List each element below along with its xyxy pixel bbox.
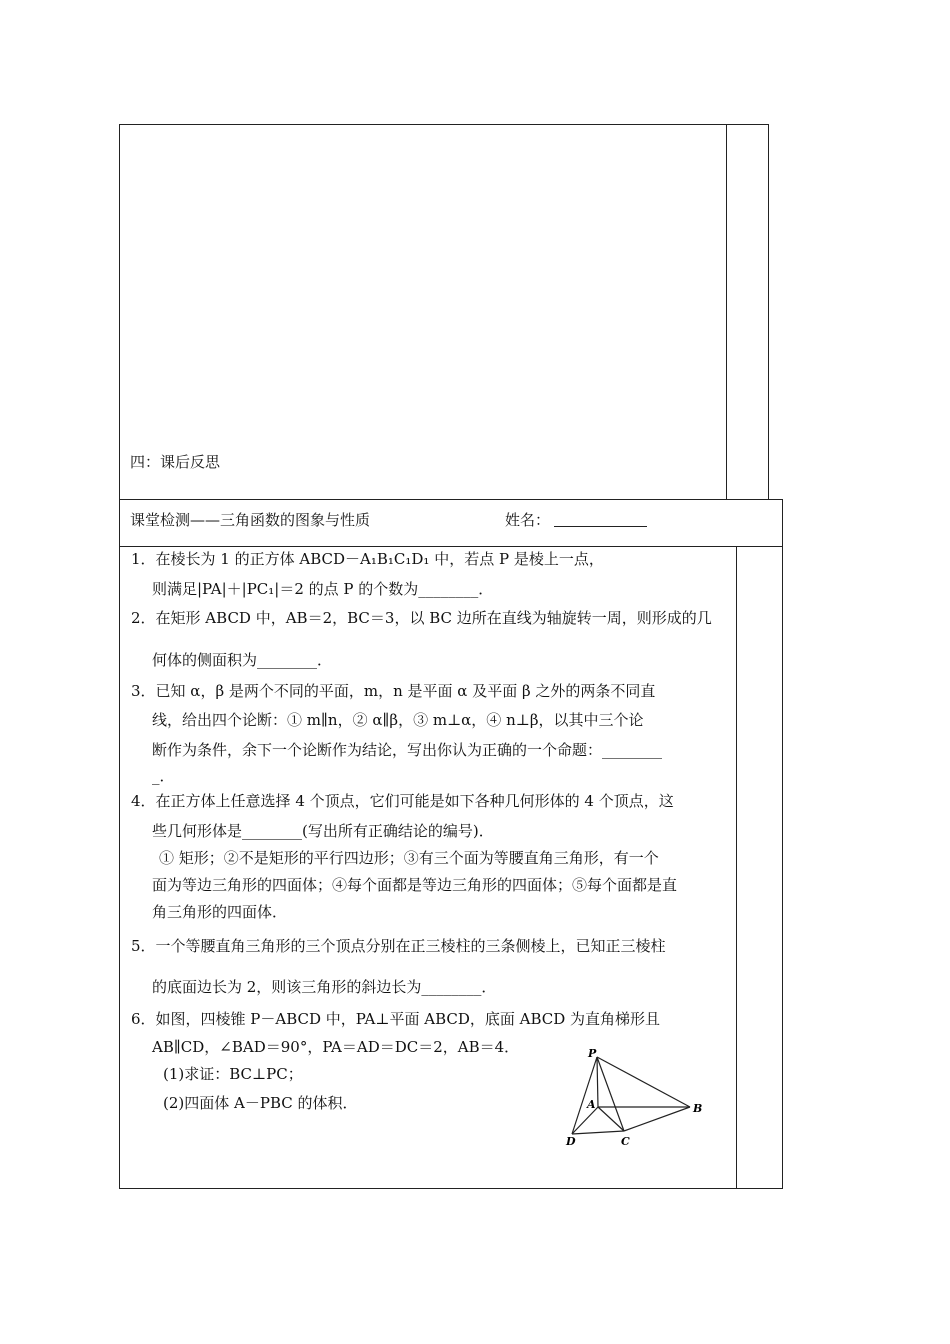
q4-line2: 些几何形体是________(写出所有正确结论的编号)． bbox=[152, 822, 494, 840]
top-table bbox=[119, 124, 769, 500]
q6-line2: AB∥CD，∠BAD＝90°，PA＝AD＝DC＝2，AB＝4． bbox=[152, 1038, 520, 1056]
label-P: P bbox=[588, 1047, 597, 1060]
q6-line1: 6．如图，四棱锥 P－ABCD 中，PA⊥平面 ABCD，底面 ABCD 为直角梯形且 bbox=[131, 1010, 661, 1028]
label-D: D bbox=[566, 1135, 576, 1148]
q3-line4: _． bbox=[152, 767, 175, 785]
quiz-title: 课堂检测——三角函数的图象与性质 bbox=[130, 511, 371, 529]
quiz-header-divider bbox=[119, 546, 783, 547]
q5-line2: 的底面边长为 2，则该三角形的斜边长为________． bbox=[152, 978, 497, 996]
top-table-divider bbox=[726, 124, 727, 500]
q3-line2: 线，给出四个论断：① m∥n，② α∥β，③ m⊥α，④ n⊥β，以其中三个论 bbox=[152, 711, 644, 729]
quiz-side-divider bbox=[736, 546, 737, 1189]
section-heading: 四：课后反思 bbox=[130, 453, 221, 471]
q1-line1: 1．在棱长为 1 的正方体 ABCD－A₁B₁C₁D₁ 中，若点 P 是棱上一点， bbox=[131, 550, 604, 568]
label-C: C bbox=[621, 1135, 630, 1148]
name-field[interactable] bbox=[554, 526, 647, 527]
q6-line3: (1)求证：BC⊥PC； bbox=[163, 1065, 303, 1083]
name-label: 姓名： bbox=[505, 511, 551, 529]
q2-line2: 何体的侧面积为________． bbox=[152, 651, 333, 669]
q4-line1: 4．在正方体上任意选择 4 个顶点，它们可能是如下各种几何形体的 4 个顶点，这 bbox=[131, 792, 674, 810]
q1-line2: 则满足|PA|＋|PC₁|＝2 的点 P 的个数为________． bbox=[152, 580, 494, 598]
label-A: A bbox=[587, 1098, 596, 1111]
label-B: B bbox=[693, 1102, 703, 1115]
q5-line1: 5．一个等腰直角三角形的三个顶点分别在正三棱柱的三条侧棱上，已知正三棱柱 bbox=[131, 937, 666, 955]
q4-line5: 角三角形的四面体． bbox=[152, 903, 288, 921]
q2-line1: 2．在矩形 ABCD 中，AB＝2，BC＝3，以 BC 边所在直线为轴旋转一周，则形成的几 bbox=[131, 609, 712, 627]
q3-line1: 3．已知 α，β 是两个不同的平面，m，n 是平面 α 及平面 β 之外的两条不同直 bbox=[131, 682, 656, 700]
q4-line3: ① 矩形；②不是矩形的平行四边形；③有三个面为等腰直角三角形，有一个 bbox=[159, 849, 659, 867]
pyramid-figure bbox=[560, 1045, 710, 1150]
q6-line4: (2)四面体 A－PBC 的体积． bbox=[163, 1094, 358, 1112]
q4-line4: 面为等边三角形的四面体；④每个面都是等边三角形的四面体；⑤每个面都是直 bbox=[152, 876, 678, 894]
q3-line3: 断作为条件，余下一个论断作为结论，写出你认为正确的一个命题：________ bbox=[152, 741, 663, 759]
